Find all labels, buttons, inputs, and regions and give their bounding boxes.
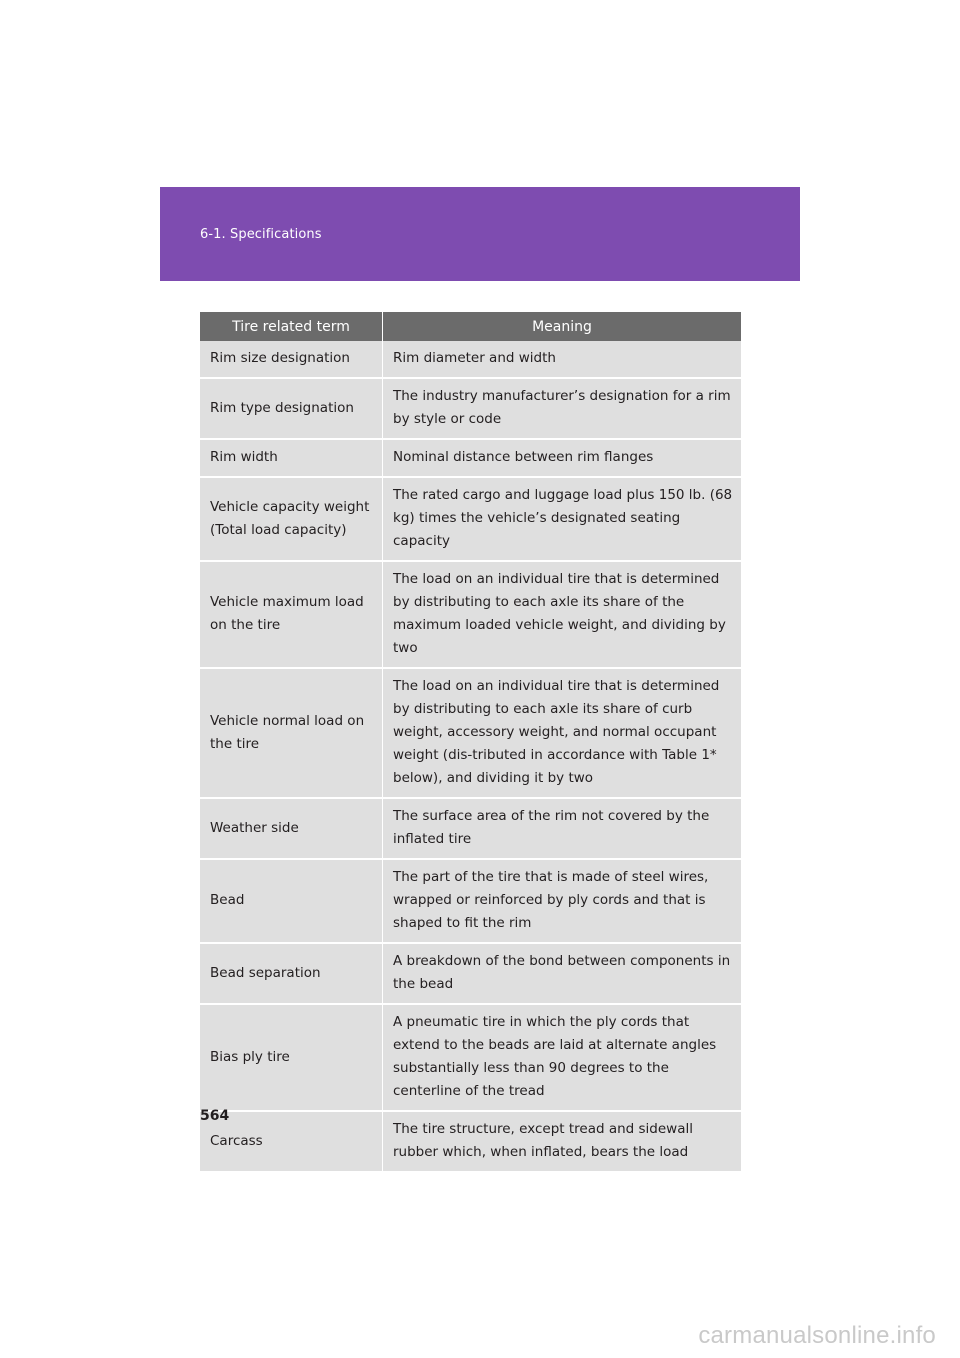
table-row bbox=[200, 1005, 741, 1112]
meaning-cell: The load on an individual tire that is determined by distributing to each axle its share of the maximum loaded vehicle weight, and dividing by two bbox=[383, 562, 741, 669]
meaning-cell: A breakdown of the bond between components in the bead bbox=[383, 944, 741, 1005]
term-cell: Carcass bbox=[200, 1112, 383, 1173]
term-cell: Bead separation bbox=[200, 944, 383, 1005]
column-header-term: Tire related term bbox=[200, 312, 383, 341]
term-cell: Rim width bbox=[200, 440, 383, 478]
term-cell: Bias ply tire bbox=[200, 1005, 383, 1112]
table-row bbox=[200, 562, 741, 669]
meaning-cell: The tire structure, except tread and sidewall rubber which, when inflated, bears the load bbox=[383, 1112, 741, 1173]
table-row bbox=[200, 944, 741, 1005]
meaning-cell: Rim diameter and width bbox=[383, 341, 741, 379]
table-row bbox=[200, 379, 741, 440]
meaning-cell: The part of the tire that is made of steel wires, wrapped or reinforced by ply cords and that is shaped to fit the rim bbox=[383, 860, 741, 944]
term-cell: Bead bbox=[200, 860, 383, 944]
term-cell: Rim size designation bbox=[200, 341, 383, 379]
meaning-cell: The load on an individual tire that is determined by distributing to each axle its share of curb weight, accessory weight, and normal occupant weight (dis-tributed in accordance with Table 1* below), and dividing it by two bbox=[383, 669, 741, 799]
term-cell: Vehicle capacity weight (Total load capacity) bbox=[200, 478, 383, 562]
meaning-cell: The rated cargo and luggage load plus 150 lb. (68 kg) times the vehicle’s designated seating capacity bbox=[383, 478, 741, 562]
meaning-cell: Nominal distance between rim flanges bbox=[383, 440, 741, 478]
term-cell: Rim type designation bbox=[200, 379, 383, 440]
table-row bbox=[200, 860, 741, 944]
meaning-cell: The industry manufacturer’s designation for a rim by style or code bbox=[383, 379, 741, 440]
column-header-meaning: Meaning bbox=[383, 312, 741, 341]
watermark-text: carmanualsonline.info bbox=[698, 1322, 936, 1349]
page-number: 564 bbox=[200, 1108, 230, 1124]
meaning-cell: The surface area of the rim not covered by the inflated tire bbox=[383, 799, 741, 860]
term-cell: Vehicle normal load on the tire bbox=[200, 669, 383, 799]
table-row bbox=[200, 1112, 741, 1173]
term-cell: Weather side bbox=[200, 799, 383, 860]
table-row bbox=[200, 478, 741, 562]
tire-terms-table bbox=[200, 312, 741, 1173]
section-title: 6-1. Specifications bbox=[200, 227, 322, 242]
section-header-band bbox=[160, 187, 800, 281]
term-cell: Vehicle maximum load on the tire bbox=[200, 562, 383, 669]
table-row bbox=[200, 341, 741, 379]
meaning-cell: A pneumatic tire in which the ply cords that extend to the beads are laid at alternate angles substantially less than 90 degrees to the centerline of the tread bbox=[383, 1005, 741, 1112]
table-row bbox=[200, 440, 741, 478]
table-header-row bbox=[200, 312, 741, 341]
table-row bbox=[200, 669, 741, 799]
table-row bbox=[200, 799, 741, 860]
